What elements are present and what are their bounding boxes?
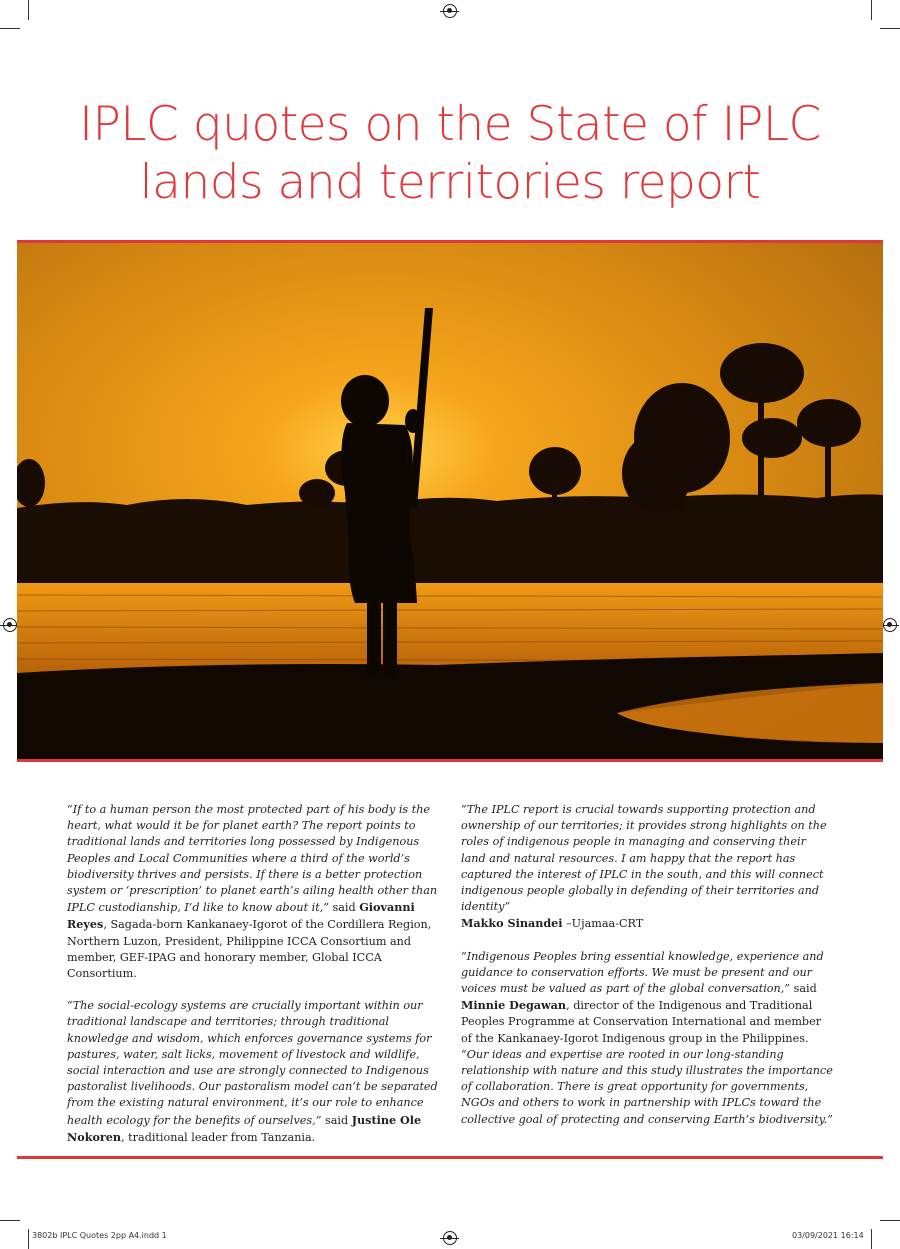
quote-block [461, 949, 833, 1128]
crop-mark [28, 1229, 29, 1249]
bottom-divider [17, 1156, 883, 1159]
registration-mark-icon [3, 618, 17, 632]
quote-attribution: –Ujamaa-CRT [562, 917, 644, 931]
quote-author: Justine Ole Nokoren [67, 1112, 422, 1144]
sunset-photo [17, 243, 883, 760]
crop-mark [871, 1229, 872, 1249]
registration-mark-icon [443, 4, 457, 18]
file-slug: 3802b IPLC Quotes 2pp A4.indd 1 [32, 1231, 167, 1240]
quote-attribution: , director of the Indigenous and Traditional Peoples Programme at Conservation International and member of the Kankanaey-Igorot Indigenous group in the Philippines. [461, 999, 822, 1045]
quote-text: “Indigenous Peoples bring essential knowledge, experience and guidance to conservation efforts. We must be present and our voices must be valued as part of the global conversation,” [461, 949, 824, 996]
quote-said: said [328, 901, 360, 915]
registration-mark-icon [443, 1231, 457, 1245]
print-timestamp: 03/09/2021 16:14 [792, 1231, 864, 1240]
quote-author: Minnie Degawan [461, 998, 567, 1013]
quote-author: Giovanni Reyes [67, 900, 415, 932]
quote-text: “If to a human person the most protected part of his body is the heart, what would it be for planet earth? The report points to traditional lands and territories long possessed by Indigenous Peoples and Local Communities where a third of the world’s biodiversity thrives and persists. If there is a better protection system or ‘prescription’ to planet earth’s ailing health other than IPLC custodianship, I’d like to know about it,” [67, 803, 438, 915]
quotes-column-right [461, 802, 833, 1144]
quote-author: Makko Sinandei [461, 916, 563, 931]
quote-block [67, 998, 439, 1146]
quote-block [67, 802, 439, 982]
photo-bottom-divider [17, 759, 883, 762]
quote-text: “The IPLC report is crucial towards supporting protection and ownership of our territories; it provides strong highlights on the roles of indigenous people in managing and conserving their land and natural resources. I am happy that the report has captured the interest of IPLC in the south, and this will connect indigenous people globally in defending of their territories and identity” [461, 803, 827, 914]
quote-text: “The social-ecology systems are crucially important within our traditional landscape and territories; through traditional knowledge and wisdom, which enforces governance systems for pastures, water, salt licks, movement of livestock and wildlife, social interaction and use are strongly connected to Indigenous pastoralist livelihoods. Our pastoralism model can’t be separated from the existing natural environment, it’s our role to enhance health ecology for the benefits of ourselves,” [67, 999, 438, 1127]
crop-mark [0, 1220, 20, 1221]
crop-mark [880, 28, 900, 29]
quote-said: said [790, 982, 817, 996]
title-line-2: lands and territories report [139, 155, 761, 210]
quote-attribution: , traditional leader from Tanzania. [121, 1130, 316, 1144]
quotes-column-left [67, 802, 439, 1162]
quote-said: said [321, 1113, 352, 1127]
crop-mark [871, 0, 872, 20]
crop-mark [880, 1220, 900, 1221]
registration-mark-icon [883, 618, 897, 632]
quote-text-continued: “Our ideas and expertise are rooted in our long-standing relationship with nature and this study illustrates the importance of collaboration. There is great opportunity for governments, NGOs and others to work in partnership with IPLCs toward the collective goal of protecting and conserving Earth’s biodiversity.” [461, 1047, 833, 1126]
page-title [0, 96, 900, 212]
crop-mark [0, 28, 20, 29]
crop-mark [28, 0, 29, 20]
quote-block [461, 802, 833, 933]
title-line-1: IPLC quotes on the State of IPLC [79, 97, 821, 152]
quote-attribution: , Sagada-born Kankanaey-Igorot of the Cordillera Region, Northern Luzon, President, Philippine ICCA Consortium and member, GEF-IPAG and honorary member, Global ICCA Consortium. [67, 918, 432, 981]
